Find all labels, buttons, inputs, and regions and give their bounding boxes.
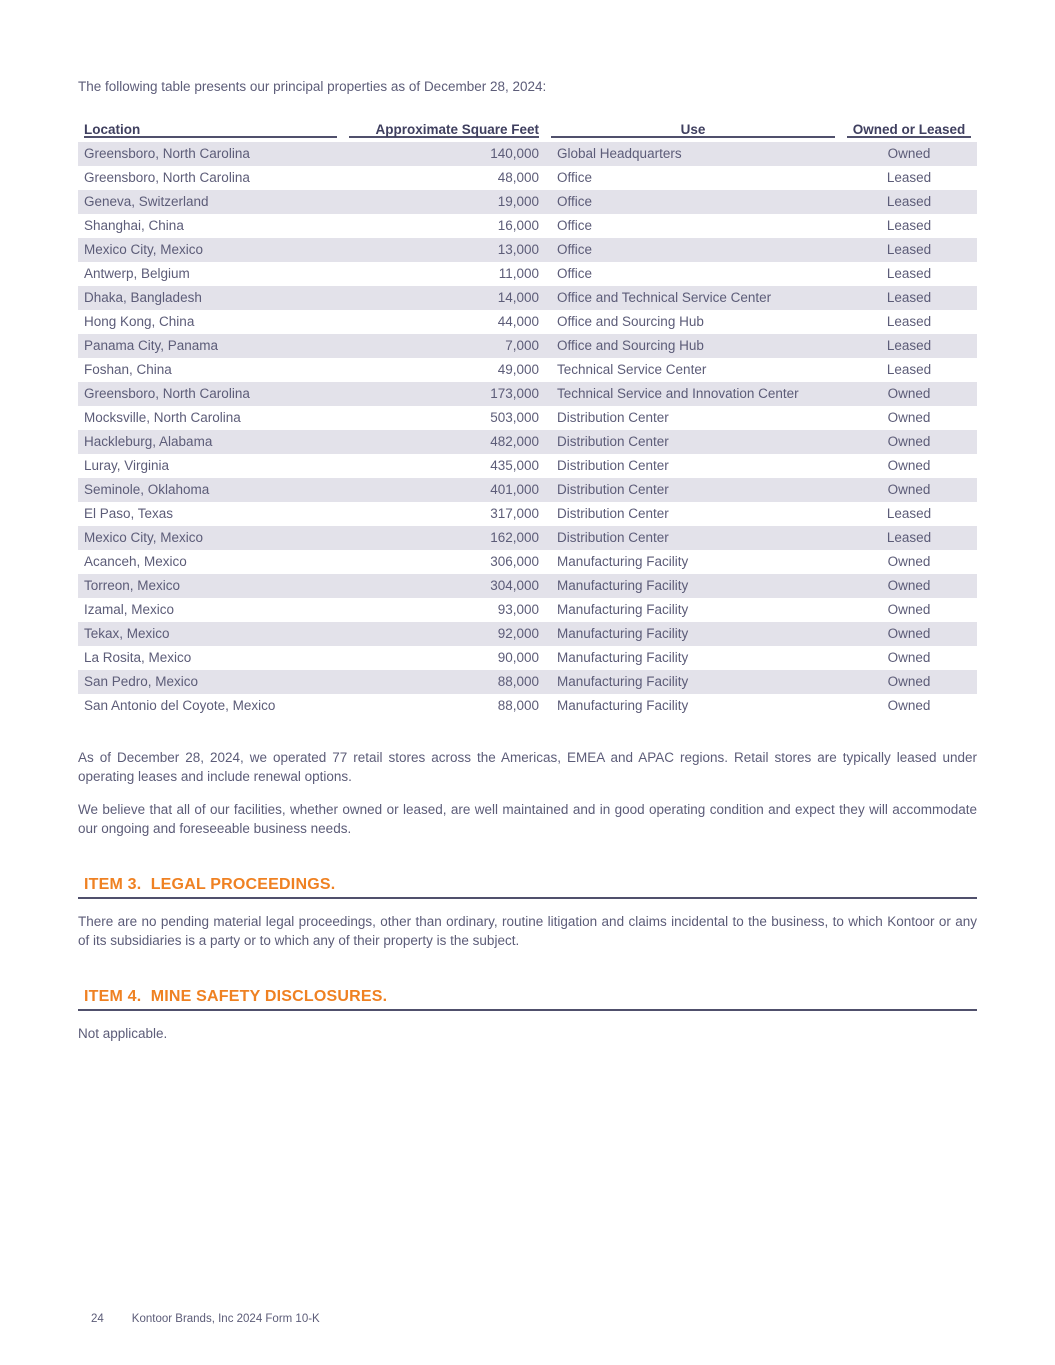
item3-heading: ITEM 3. LEGAL PROCEEDINGS.	[78, 876, 977, 899]
cell-use: Manufacturing Facility	[545, 670, 841, 694]
table-row	[78, 478, 977, 502]
cell-owned-or-leased: Leased	[841, 526, 977, 550]
cell-sqft: 19,000	[343, 190, 545, 214]
cell-owned-or-leased: Owned	[841, 430, 977, 454]
properties-table-header	[78, 120, 977, 142]
properties-table-body	[78, 142, 977, 718]
cell-use: Distribution Center	[545, 478, 841, 502]
page-footer	[91, 1313, 320, 1325]
footer-title: Kontoor Brands, Inc 2024 Form 10-K	[131, 1313, 320, 1325]
cell-owned-or-leased: Leased	[886, 266, 932, 281]
cell-location: Dhaka, Bangladesh	[78, 286, 343, 310]
table-row	[78, 550, 977, 574]
item4-paragraph: Not applicable.	[78, 1026, 168, 1041]
cell-sqft: 401,000	[343, 478, 545, 502]
cell-owned-or-leased: Owned	[887, 458, 931, 473]
table-row	[78, 526, 977, 550]
cell-location: San Antonio del Coyote, Mexico	[84, 698, 276, 713]
table-row	[78, 334, 977, 358]
cell-sqft: 306,000	[490, 554, 539, 569]
cell-owned-or-leased: Leased	[841, 190, 977, 214]
cell-use: Distribution Center	[545, 430, 841, 454]
cell-use: Office	[545, 238, 841, 262]
retail-stores-paragraph: As of December 28, 2024, we operated 77 retail stores across the Americas, EMEA and APAC regions. Retail stores are typically leased under operating leases and include renewal options.	[78, 750, 977, 784]
cell-use: Distribution Center	[557, 506, 669, 521]
cell-location: Greensboro, North Carolina	[78, 382, 343, 406]
cell-location: Antwerp, Belgium	[84, 266, 190, 281]
cell-sqft: 88,000	[497, 698, 539, 713]
cell-owned-or-leased: Leased	[886, 218, 932, 233]
cell-owned-or-leased: Leased	[886, 506, 932, 521]
cell-owned-or-leased: Leased	[841, 238, 977, 262]
cell-use: Manufacturing Facility	[557, 650, 689, 665]
cell-use: Technical Service Center	[557, 362, 707, 377]
cell-sqft: 503,000	[490, 410, 539, 425]
table-row	[78, 454, 977, 478]
cell-sqft: 92,000	[343, 622, 545, 646]
cell-sqft: 482,000	[343, 430, 545, 454]
table-row	[78, 574, 977, 598]
cell-use: Technical Service and Innovation Center	[545, 382, 841, 406]
page-number: 24	[91, 1313, 104, 1325]
cell-location: Acanceh, Mexico	[84, 554, 187, 569]
table-row	[78, 358, 977, 382]
cell-use: Manufacturing Facility	[545, 574, 841, 598]
table-row	[78, 286, 977, 310]
cell-owned-or-leased: Leased	[886, 170, 932, 185]
col-header-location: Location	[78, 120, 343, 142]
cell-sqft: 7,000	[343, 334, 545, 358]
cell-sqft: 173,000	[343, 382, 545, 406]
cell-owned-or-leased: Leased	[886, 362, 932, 377]
item4-heading: ITEM 4. MINE SAFETY DISCLOSURES.	[78, 988, 977, 1011]
cell-use: Manufacturing Facility	[545, 622, 841, 646]
cell-owned-or-leased: Owned	[841, 478, 977, 502]
item3-paragraph: There are no pending material legal proceedings, other than ordinary, routine litigation and claims incidental to the business, to which Kontoor or any of its subsidiaries is a party or to which any of their property is the subject.	[78, 914, 977, 948]
cell-use: Global Headquarters	[545, 142, 841, 166]
cell-location: El Paso, Texas	[84, 506, 174, 521]
table-row	[78, 214, 977, 238]
cell-sqft: 48,000	[497, 170, 539, 185]
cell-sqft: 304,000	[343, 574, 545, 598]
cell-location: Mexico City, Mexico	[78, 238, 343, 262]
cell-location: Luray, Virginia	[84, 458, 170, 473]
cell-owned-or-leased: Leased	[841, 286, 977, 310]
cell-use: Office	[557, 218, 593, 233]
cell-location: Greensboro, North Carolina	[84, 170, 250, 185]
cell-location: Foshan, China	[84, 362, 172, 377]
cell-location: Hong Kong, China	[84, 314, 195, 329]
table-row	[78, 166, 977, 190]
table-row	[78, 646, 977, 670]
cell-use: Distribution Center	[557, 410, 669, 425]
table-row	[78, 694, 977, 718]
header-row	[78, 120, 977, 142]
cell-owned-or-leased: Owned	[887, 410, 931, 425]
col-header-use: Use	[545, 120, 841, 142]
cell-sqft: 13,000	[343, 238, 545, 262]
cell-location: La Rosita, Mexico	[84, 650, 192, 665]
facilities-paragraph: We believe that all of our facilities, whether owned or leased, are well maintained and in good operating condition and expect they will accommodate our ongoing and foreseeable business needs.	[78, 802, 977, 836]
cell-sqft: 11,000	[498, 266, 539, 281]
cell-location: Seminole, Oklahoma	[78, 478, 343, 502]
cell-sqft: 88,000	[343, 670, 545, 694]
cell-location: Panama City, Panama	[78, 334, 343, 358]
cell-owned-or-leased: Owned	[887, 650, 931, 665]
cell-location: Izamal, Mexico	[84, 602, 175, 617]
table-row	[78, 238, 977, 262]
col-header-owned-or-leased: Owned or Leased	[841, 120, 977, 142]
cell-use: Manufacturing Facility	[557, 602, 689, 617]
table-row	[78, 502, 977, 526]
cell-sqft: 435,000	[490, 458, 539, 473]
cell-sqft: 90,000	[497, 650, 539, 665]
cell-use: Office and Sourcing Hub	[557, 314, 704, 329]
table-row	[78, 142, 977, 166]
cell-location: Hackleburg, Alabama	[78, 430, 343, 454]
cell-use: Office and Technical Service Center	[545, 286, 841, 310]
cell-location: Mexico City, Mexico	[78, 526, 343, 550]
table-row	[78, 622, 977, 646]
cell-sqft: 44,000	[497, 314, 539, 329]
table-row	[78, 406, 977, 430]
cell-owned-or-leased: Leased	[886, 314, 932, 329]
cell-use: Distribution Center	[557, 458, 669, 473]
cell-use: Office	[545, 190, 841, 214]
cell-location: San Pedro, Mexico	[78, 670, 343, 694]
properties-table	[78, 120, 977, 718]
cell-use: Manufacturing Facility	[557, 554, 689, 569]
cell-location: Shanghai, China	[84, 218, 184, 233]
cell-location: Tekax, Mexico	[78, 622, 343, 646]
cell-owned-or-leased: Owned	[841, 382, 977, 406]
table-row	[78, 190, 977, 214]
cell-sqft: 93,000	[497, 602, 539, 617]
cell-owned-or-leased: Owned	[841, 574, 977, 598]
cell-use: Manufacturing Facility	[557, 698, 689, 713]
cell-location: Geneva, Switzerland	[78, 190, 343, 214]
cell-owned-or-leased: Owned	[887, 698, 931, 713]
col-header-square-feet: Approximate Square Feet	[343, 120, 545, 142]
cell-location: Greensboro, North Carolina	[78, 142, 343, 166]
cell-location: Mocksville, North Carolina	[84, 410, 241, 425]
cell-sqft: 16,000	[497, 218, 539, 233]
intro-text: The following table presents our principal properties as of December 28, 2024:	[78, 79, 547, 94]
table-row	[78, 262, 977, 286]
cell-sqft: 162,000	[343, 526, 545, 550]
cell-sqft: 49,000	[497, 362, 539, 377]
cell-sqft: 140,000	[343, 142, 545, 166]
table-row	[78, 310, 977, 334]
cell-owned-or-leased: Owned	[841, 670, 977, 694]
cell-owned-or-leased: Leased	[841, 334, 977, 358]
cell-use: Office and Sourcing Hub	[545, 334, 841, 358]
table-row	[78, 598, 977, 622]
cell-owned-or-leased: Owned	[887, 602, 931, 617]
cell-owned-or-leased: Owned	[841, 142, 977, 166]
table-row	[78, 382, 977, 406]
cell-owned-or-leased: Owned	[887, 554, 931, 569]
cell-sqft: 14,000	[343, 286, 545, 310]
table-row	[78, 430, 977, 454]
cell-use: Distribution Center	[545, 526, 841, 550]
cell-use: Office	[557, 266, 593, 281]
cell-owned-or-leased: Owned	[841, 622, 977, 646]
cell-location: Torreon, Mexico	[78, 574, 343, 598]
cell-sqft: 317,000	[490, 506, 539, 521]
table-row	[78, 670, 977, 694]
cell-use: Office	[557, 170, 593, 185]
